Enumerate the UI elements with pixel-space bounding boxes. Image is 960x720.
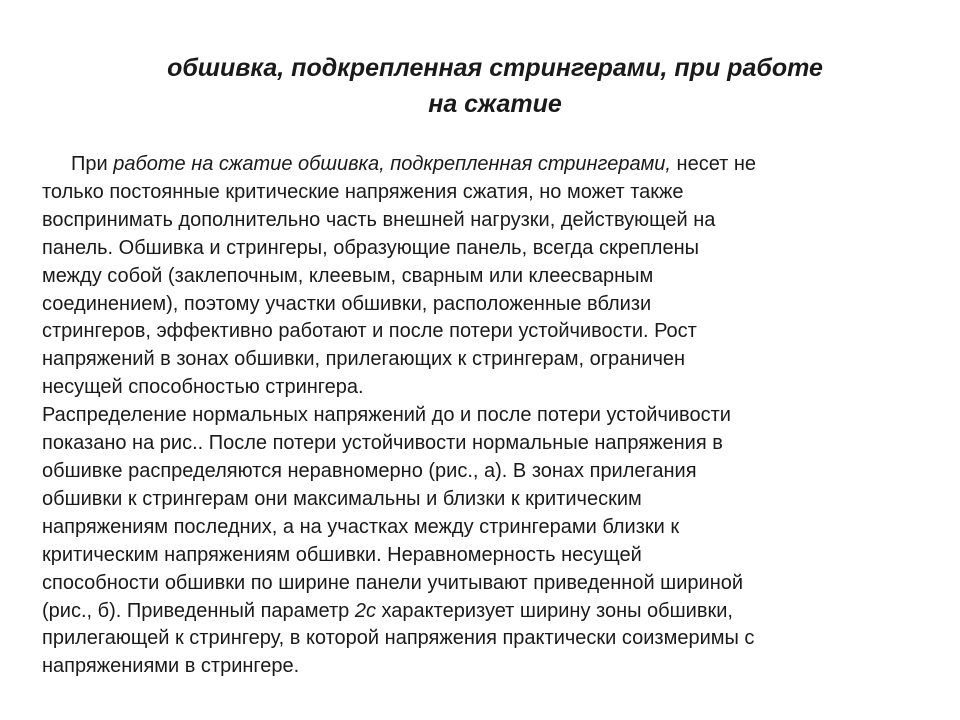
text-line: Распределение нормальных напряжений до и после потери устойчивости (42, 404, 731, 427)
text-segment: При (71, 153, 114, 175)
text-line: напряжений в зонах обшивки, прилегающих к стрингерам, ограничен (42, 348, 686, 371)
slide-title (60, 50, 930, 122)
text-segment-italic: 2c (354, 599, 376, 622)
text-line: панель. Обшивка и стрингеры, образующие панель, всегда скреплены (42, 236, 700, 259)
text-line: только постоянные критические напряжения сжатия, но может также (42, 180, 684, 203)
slide-body (42, 151, 922, 681)
text-line: способности обшивки по ширине панели учитывают приведенной шириной (42, 571, 744, 594)
text-segment: (рис., б). Приведенный параметр (42, 599, 355, 622)
text-line: напряжениям последних, а на участках между стрингерами близки к (42, 515, 680, 538)
text-line: несущей способностью стрингера. (42, 376, 364, 399)
text-line (42, 151, 922, 179)
text-segment-italic: работе на сжатие обшивка, подкрепленная стрингерами, (113, 153, 671, 175)
text-line: напряжениями в стрингере. (42, 655, 300, 678)
text-line: обшивке распределяются неравномерно (рис., а). В зонах прилегания (42, 459, 697, 482)
text-line: критическим напряжениям обшивки. Неравномерность несущей (42, 543, 642, 566)
text-line: между собой (заклепочным, клеевым, сварным или клеесварным (42, 264, 654, 287)
text-line: соединением), поэтому участки обшивки, расположенные вблизи (42, 292, 652, 315)
text-line: обшивки к стрингерам они максимальны и близки к критическим (42, 487, 642, 510)
text-line: воспринимать дополнительно часть внешней нагрузки, действующей на (42, 208, 716, 231)
title-line-1: обшивка, подкрепленная стрингерами, при работе (167, 54, 823, 82)
text-line: прилегающей к стрингеру, в которой напряжения практически соизмеримы с (42, 627, 755, 650)
text-line: показано на рис.. После потери устойчивости нормальные напряжения в (42, 432, 723, 455)
paragraph-2 (42, 402, 922, 681)
text-segment: несет не (670, 153, 757, 175)
title-line-2: на сжатие (428, 90, 562, 118)
text-line: стрингеров, эффективно работают и после потери устойчивости. Рост (42, 320, 697, 343)
text-line (42, 598, 922, 626)
paragraph-1 (42, 151, 922, 402)
text-segment: характеризует ширину зоны обшивки, (375, 599, 733, 622)
